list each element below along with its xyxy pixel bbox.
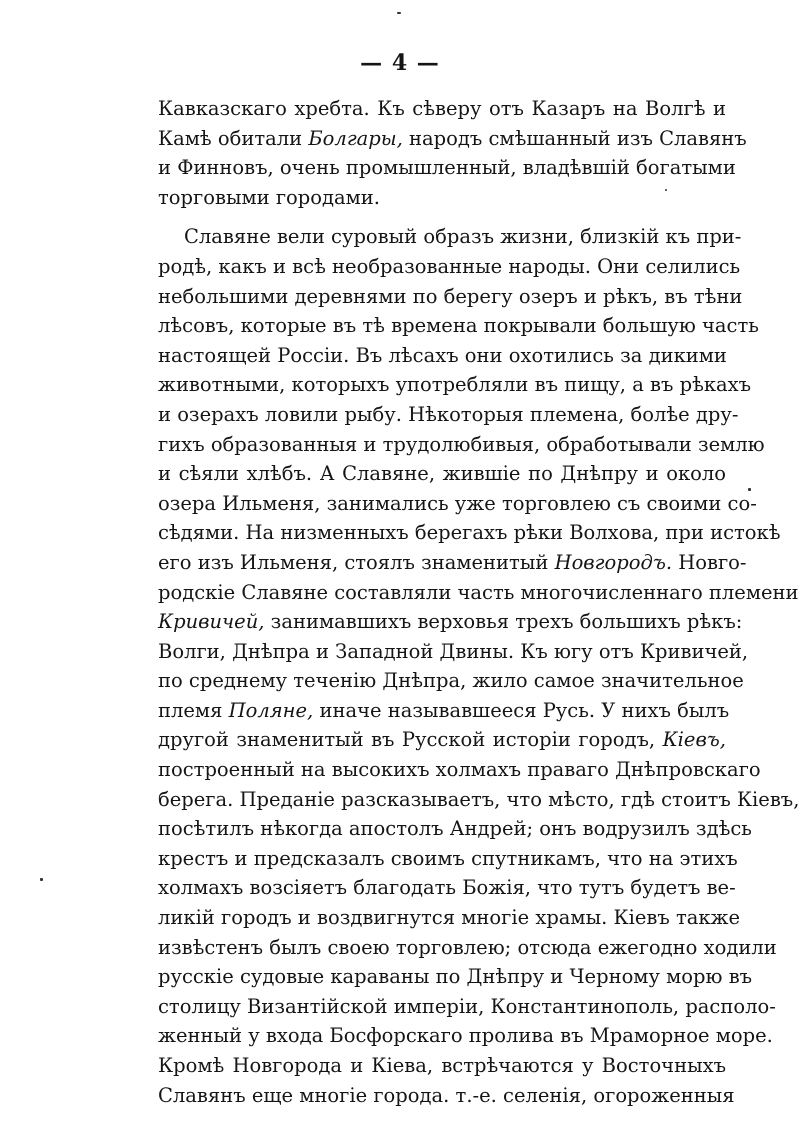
text-run: занимавшихъ верховья трехъ большихъ рѣкъ: [264,610,743,634]
text-run: берега. Преданіе разсказываетъ, что мѣсто, гдѣ стоитъ Кіевъ, [158,787,800,811]
text-run: по среднему теченію Днѣпра, жило самое значительное [158,669,744,693]
text-run: построенный на высокихъ холмахъ праваго Днѣпровскаго [158,758,761,782]
text-line [158,183,726,213]
text-run: сѣдями. На низменныхъ берегахъ рѣки Волхова, при истокѣ [158,521,781,545]
text-line [158,518,781,548]
text-run: и Финновъ, очень промышленный, владѣвшій богатыми [158,156,736,180]
text-line [158,311,759,341]
text-run: народъ смѣшанный изъ Славянъ [402,126,747,150]
print-speck [397,12,401,14]
paragraph [158,94,747,212]
emphasized-name: Кривичей, [158,610,265,634]
text-run: извѣстенъ былъ своею торговлею; отсюда ежегодно ходили [158,935,777,959]
body-text [158,94,800,1110]
text-line [158,992,776,1022]
text-run: родѣ, какъ и всѣ необразованные народы. Они селились [158,254,741,278]
text-run: Новго- [672,550,747,574]
text-line [158,1081,735,1111]
text-line [158,962,753,992]
text-run: гихъ образованныя и трудолюбивыя, обработывали землю [158,432,765,456]
text-run: и озерахъ ловили рыбу. Нѣкоторыя племена, болѣе дру- [158,402,739,426]
text-line [158,222,742,252]
text-run: другой знаменитый въ Русской исторіи городъ, [158,728,663,752]
text-run: его изъ Ильменя, стоялъ знаменитый [158,550,555,574]
text-run: племя [158,698,229,722]
text-line [158,607,743,637]
text-line [158,755,761,785]
text-line [158,548,747,578]
text-line [158,489,757,519]
text-run: Кавказскаго хребта. Къ сѣверу отъ Казаръ на Волгѣ и [158,97,726,120]
print-speck [40,878,43,881]
text-line [158,903,741,933]
text-run: столицу Византійской имперіи, Константинополь, располо- [158,994,776,1018]
emphasized-name: Поляне, [228,698,314,722]
text-line [158,282,743,312]
text-line [158,844,738,874]
text-run: холмахъ возсіяетъ благодать Божія, что тутъ будетъ ве- [158,876,736,900]
emphasized-name: Болгары, [308,126,403,150]
text-line [158,430,765,460]
text-run: Кромѣ Новгорода и Кіева, встрѣчаются у Восточныхъ [158,1054,726,1077]
paragraph-gap [158,212,726,222]
text-line [158,252,741,282]
text-line [158,370,752,400]
text-line [158,1021,773,1051]
text-line [158,933,777,963]
text-line [158,400,739,430]
page-number: — 4 — [360,50,440,76]
text-line [158,696,730,726]
text-run: иначе называвшееся Русь. У нихъ былъ [313,698,730,722]
text-line [158,637,749,667]
text-run: лѣсовъ, которые въ тѣ времена покрывали большую часть [158,314,759,338]
text-line [158,725,726,755]
text-run: Славяне вели суровый образъ жизни, близкій къ при- [184,225,742,249]
text-line [158,1051,726,1081]
text-run: животными, которыхъ употребляли въ пищу, а въ рѣкахъ [158,373,752,397]
text-line [158,94,726,124]
text-run: Волги, Днѣпра и Западной Двины. Къ югу отъ Кривичей, [158,639,749,663]
text-run: родскіе Славяне составляли часть многочисленнаго племени [158,580,799,604]
text-line [158,578,799,608]
text-line [158,666,744,696]
text-run: русскіе судовые караваны по Днѣпру и Черному морю въ [158,965,753,989]
text-line [158,341,726,371]
text-run: настоящей Россіи. Въ лѣсахъ они охотились за дикими [158,343,727,367]
text-line [158,124,747,154]
text-run: Славянъ еще многіе города. т.-е. селенія, огороженныя [158,1083,735,1107]
text-run: небольшими деревнями по берегу озеръ и рѣкъ, въ тѣни [158,284,743,308]
text-run: женный у входа Босфорскаго пролива въ Мраморное море. [158,1024,773,1048]
text-run: и сѣяли хлѣбъ. А Славяне, жившіе по Днѣпру и около [158,462,726,486]
text-run: посѣтилъ нѣкогда апостолъ Андрей; онъ водрузилъ здѣсь [158,817,752,841]
text-line [158,153,736,183]
text-line [158,785,800,815]
emphasized-name: Кіевъ, [662,728,726,752]
text-run: крестъ и предсказалъ своимъ спутникамъ, что на этихъ [158,846,738,870]
text-run: ликій городъ и воздвигнутся многіе храмы. Кіевъ также [158,906,741,930]
text-run: торговыми городами. [158,185,381,209]
paragraph [158,222,800,1110]
print-speck [748,488,751,491]
text-line [158,814,752,844]
text-run: Камѣ обитали [158,126,309,150]
text-line [158,459,726,489]
text-line [158,873,736,903]
text-run: озера Ильменя, занимались уже торговлею съ своими со- [158,491,757,515]
emphasized-name: Новгородъ. [554,550,673,574]
